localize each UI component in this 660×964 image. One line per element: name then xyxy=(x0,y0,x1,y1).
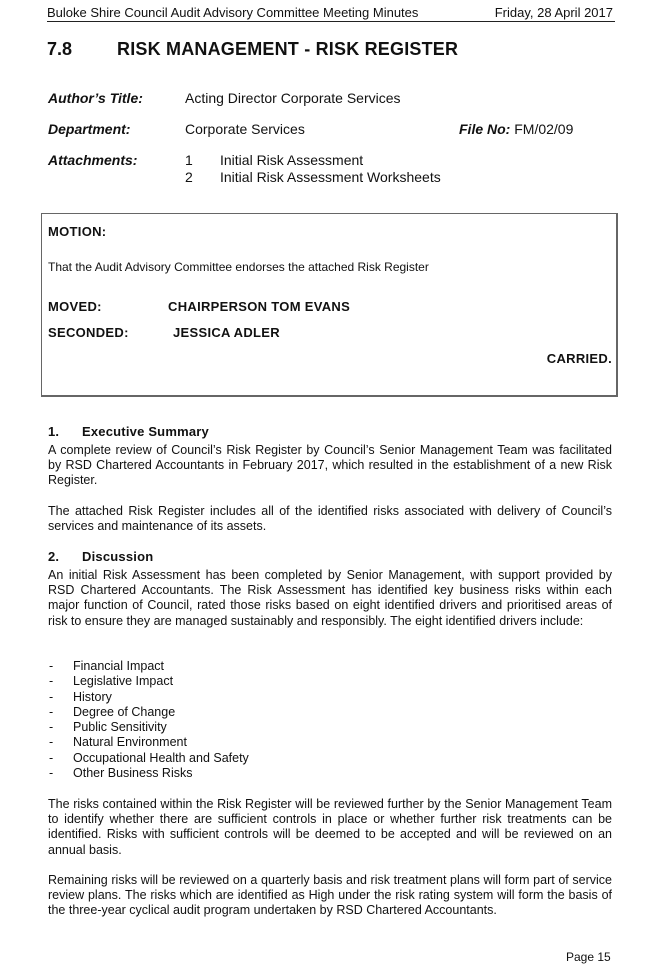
list-item: - Legislative Impact xyxy=(49,674,174,689)
list-item: - Degree of Change xyxy=(49,704,176,719)
list-item: - Natural Environment xyxy=(49,735,187,750)
list-item: - Financial Impact xyxy=(49,659,165,673)
discussion-paragraph: Remaining risks will be reviewed on a quarterly basis and risk treatment plans will form part of service review plans. The risks which are identified as High under the risk rating system will form the basis of the three-year cyclical audit program undertaken by RSD Chartered Accountants. xyxy=(48,873,612,918)
attachment-number: 2 xyxy=(185,169,193,185)
moved-label: MOVED: xyxy=(48,299,102,314)
seconded-value: JESSICA ADLER xyxy=(173,325,280,340)
department-label: Department: xyxy=(48,121,131,137)
attachment-title: Initial Risk Assessment Worksheets xyxy=(220,169,441,185)
section-number: 1. xyxy=(48,424,60,439)
seconded-label: SECONDED: xyxy=(48,325,129,340)
section-heading-discussion xyxy=(48,549,153,564)
attachments-label: Attachments: xyxy=(48,152,138,168)
motion-result: CARRIED. xyxy=(546,351,612,366)
list-item: - Other Business Risks xyxy=(49,766,193,781)
file-number-label: File No: xyxy=(459,121,511,137)
section-title: Executive Summary xyxy=(82,424,209,439)
motion-heading: MOTION: xyxy=(48,224,107,239)
running-header-date: Friday, 28 April 2017 xyxy=(494,5,613,20)
file-number xyxy=(459,121,573,137)
department-value: Corporate Services xyxy=(185,121,305,137)
file-number-value: FM/02/09 xyxy=(514,121,574,137)
discussion-paragraph: An initial Risk Assessment has been completed by Senior Management, with support provided by RSD Chartered Accountants. The Risk Assessment has identified key business risks within each major function of Council, rated those risks based on eight identified drivers and prioritised areas of risk to ensure they are managed sustainably and responsibly. The eight identified drivers include: xyxy=(48,568,612,628)
attachment-title: Initial Risk Assessment xyxy=(220,152,364,168)
attachment-number: 1 xyxy=(185,152,193,168)
drivers-list xyxy=(48,659,249,781)
executive-summary-paragraph: A complete review of Council’s Risk Register by Council’s Senior Management Team was facilitated by RSD Chartered Accountants in February 2017, which resulted in the establishment of a new Risk Register. xyxy=(48,443,612,488)
list-item: - Occupational Health and Safety xyxy=(49,750,249,765)
section-title: Discussion xyxy=(82,549,154,564)
section-number: 2. xyxy=(48,549,60,564)
item-number: 7.8 xyxy=(47,39,73,59)
author-title-value: Acting Director Corporate Services xyxy=(185,90,401,106)
list-item: - Public Sensitivity xyxy=(49,720,167,735)
section-heading-executive-summary xyxy=(48,424,209,439)
discussion-paragraph: The risks contained within the Risk Register will be reviewed further by the Senior Management Team to identify whether there are sufficient controls in place or whether further risk treatments can be identified. Risks with sufficient controls will be deemed to be accepted and will be reviewed on an annual basis. xyxy=(48,797,612,857)
item-title: RISK MANAGEMENT - RISK REGISTER xyxy=(117,39,459,59)
list-item: - History xyxy=(49,689,112,704)
page-number: Page 15 xyxy=(566,950,611,964)
motion-text: That the Audit Advisory Committee endorses the attached Risk Register xyxy=(48,260,429,274)
header-divider xyxy=(47,21,615,22)
author-title-label: Author’s Title: xyxy=(48,90,143,106)
executive-summary-paragraph: The attached Risk Register includes all of the identified risks associated with delivery of Council’s services and maintenance of its assets. xyxy=(48,504,612,534)
moved-value: CHAIRPERSON TOM EVANS xyxy=(168,299,351,314)
running-header-left: Buloke Shire Council Audit Advisory Committee Meeting Minutes xyxy=(47,5,419,20)
